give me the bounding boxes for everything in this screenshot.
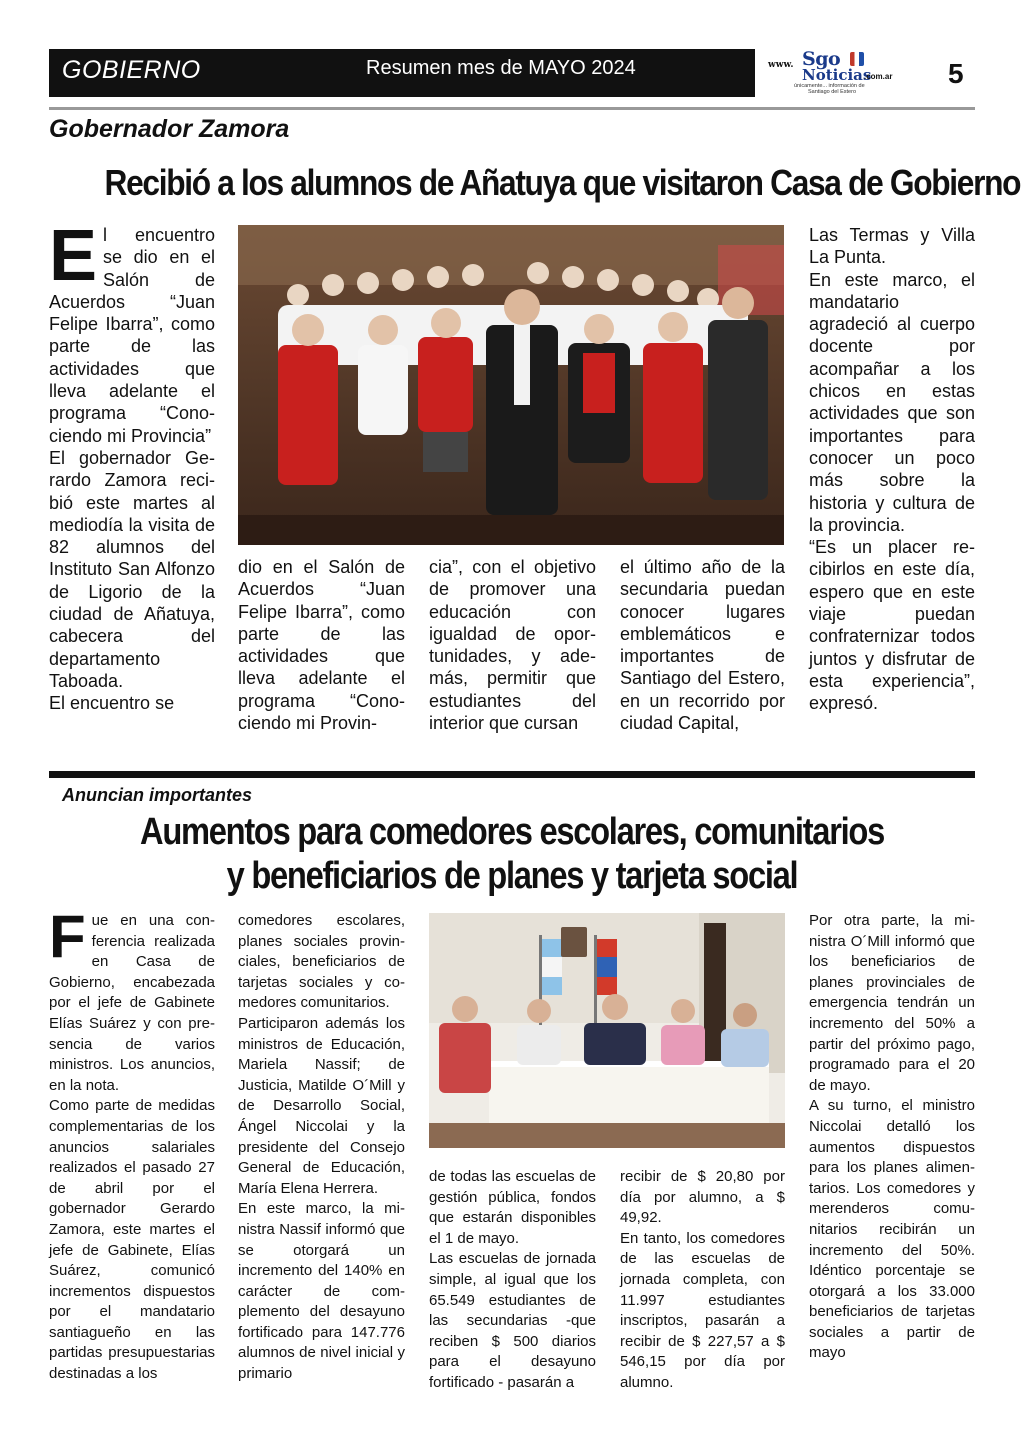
article1-column-3: cia”, con el objetivo de promover una educación con igualdad de oportunidades, y además, permitir que estudiantes del interior que cursan — [429, 557, 596, 734]
flag-icon — [850, 52, 864, 66]
article1-headline: Recibió a los alumnos de Añatuya que visitaron Casa de Gobierno — [104, 162, 1021, 203]
section-label: GOBIERNO — [62, 56, 201, 84]
article2-column-4: recibir de $ 20,80 por día por alumno, a $ 49,92. En tanto, los comedores de las escuelas de jornada completa, con 11.997 estudiantes inscriptos, pasarán a recibir de $ 227,57 a $ 546,15 por día por alumno. — [620, 1168, 785, 1391]
article2-headline: Aumentos para comedores escolares, comunitarios y beneficiarios de planes y tarjeta social — [140, 811, 884, 897]
article1-column-4: el último año de la secundaria puedan conocer lugares emblemáticos e importantes de Santiago del Estero, en un recorrido por ciudad Capital, — [620, 557, 785, 734]
article1-kicker: Gobernador Zamora — [49, 115, 290, 143]
sgo-noticias-logo: www. Sgo Noticias .com.ar únicamente... información de Santiago del Estero — [768, 48, 893, 95]
header-divider — [49, 107, 975, 110]
issue-summary: Resumen mes de MAYO 2024 — [366, 57, 636, 79]
article2-column-2: comedores escolares, planes sociales provinciales, beneficiarios de tarjetas sociales y comedores comunitarios. Participaron además los ministros de Educación, Mariela Nassif; de Justicia, Matilde O´Mill y de Desarrollo Social, Ángel Niccolai y la presidente del Consejo General de Educación, María Elena Herrera. En este marco, la ministra Nassif informó que se otorgará un incremento del 140% en carácter de complemento del desayuno fortificado para 147.776 alumnos de nivel inicial y primario — [238, 912, 405, 1383]
article1-column-5: Las Termas y Villa La Punta. En este marco, el mandatario agradeció al cuerpo docente por acompañar a los chicos en estas actividades que son importantes para conocer un poco más sobre la historia y cultura de la provincia. “Es un placer recibirlos en este día, espero que en este viaje puedan confraternizar todos juntos y disfrutar de esta experiencia”, expresó. — [809, 225, 975, 714]
article2-photo — [429, 913, 785, 1148]
article1-dropcap: E — [49, 216, 98, 296]
article2-column-3: de todas las escuelas de gestión pública, fondos que estarán disponibles el 1 de mayo. Las escuelas de jornada simple, al igual que los 65.549 estudiantes de las secundarias -que reciben $ 500 diarios para el desayuno fortificado - pasarán a — [429, 1168, 596, 1391]
article1-column-2: dio en el Salón de Acuerdos “Juan Felipe Ibarra”, como parte de las actividades que lleva adelante el programa “Conociendo mi Provin- — [238, 557, 405, 734]
article1-photo — [238, 225, 784, 545]
article2-dropcap: F — [49, 903, 86, 970]
article-divider — [49, 771, 975, 778]
article2-column-1: Fue en una conferencia realizada en Casa de Gobierno, encabezada por el jefe de Gabinete Elías Suárez y con presencia de varios ministros. Los anuncios, en la nota. Como parte de medidas complementarias de los anuncios salariales realizados el pasado 27 de abril por el gobernador Gerardo Zamora, este martes el jefe de Gabinete, Elías Suárez, comunicó incrementos dispuestos por el mandatario santiagueño en las partidas presupuestarias destinadas a los — [49, 903, 215, 1383]
page-number: 5 — [948, 58, 964, 89]
article1-column-1: El encuentro se dio en el Salón de Acuerdos “Juan Felipe Ibarra”, como parte de las actividades que lleva adelante el programa “Conociendo mi Provincia” El gobernador Gerardo Zamora recibió este martes al mediodía la visita de 82 alumnos del Instituto San Alfonzo de Ligorio de la ciudad de Añatuya, cabecera del departamento Taboada. El encuentro se — [49, 216, 215, 714]
article2-column-5: Por otra parte, la ministra O´Mill informó que los beneficiarios de planes provinciales de emergencia tendrán un incremento del 50% a partir del próximo pago, programado para el 20 de mayo. A su turno, el ministro Niccolai detalló los aumentos dispuestos para los planes alimentarios. Los comedores y merenderos comunitarios recibirán un incremento del 50%. Idéntico porcentaje se otorgará a los 33.000 beneficiarios de tarjetas sociales a partir de mayo — [809, 912, 975, 1362]
article2-kicker: Anuncian importantes — [62, 785, 253, 805]
